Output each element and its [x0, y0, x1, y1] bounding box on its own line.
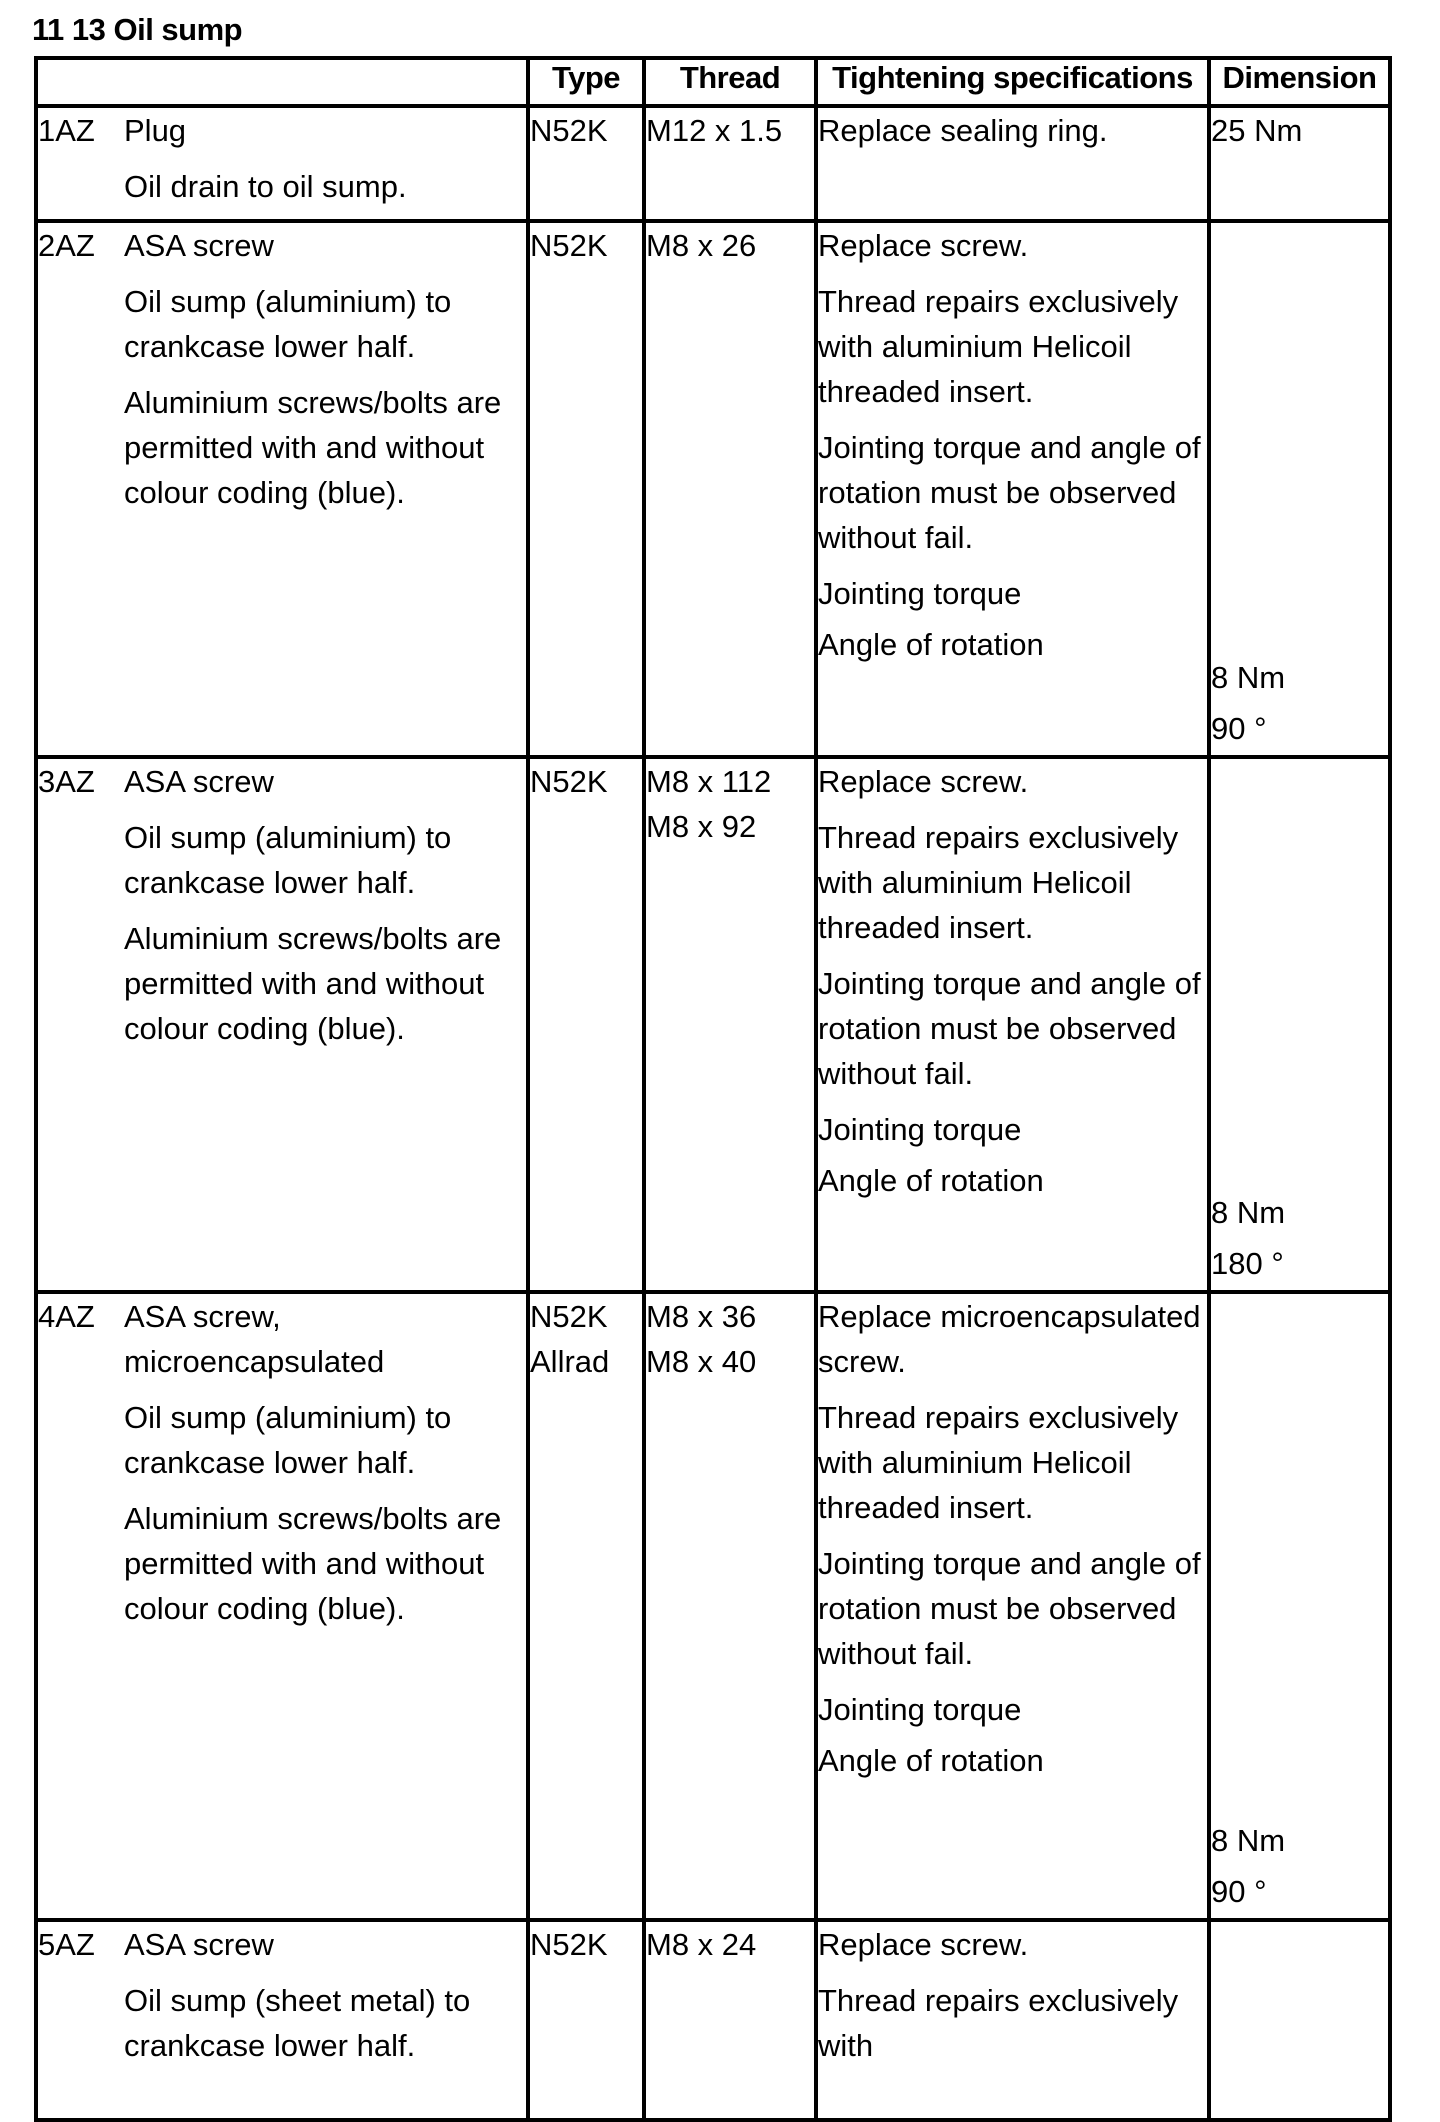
table-row: [36, 1920, 1390, 2120]
table-row: [36, 221, 1390, 757]
item-note: Aluminium screws/bolts are permitted with and without colour coding (blue).: [124, 1501, 502, 1626]
spec-instruction: Replace screw.: [818, 1927, 1029, 1962]
thread-value: M8 x 24: [646, 1927, 757, 1962]
angle-value: 90 °: [1211, 1874, 1267, 1909]
description-cell: [36, 1920, 528, 2120]
specs-cell: [816, 106, 1209, 221]
item-location: Oil sump (aluminium) to crankcase lower half.: [124, 820, 452, 900]
spec-instruction: Jointing torque and angle of rotation must be observed without fail.: [818, 430, 1201, 555]
item-note: Aluminium screws/bolts are permitted with and without colour coding (blue).: [124, 385, 502, 510]
spec-instruction: Thread repairs exclusively with aluminium Helicoil threaded insert.: [818, 1400, 1179, 1525]
item-code: 5AZ: [38, 1927, 95, 1962]
item-name: ASA screw: [124, 228, 274, 263]
torque-label: Jointing torque: [818, 1692, 1022, 1727]
thread-value: M8 x 112: [646, 764, 772, 799]
item-name: ASA screw, microencapsulated: [124, 1299, 385, 1379]
item-location: Oil drain to oil sump.: [124, 169, 407, 204]
item-location: Oil sump (aluminium) to crankcase lower half.: [124, 284, 452, 364]
table-row: [36, 106, 1390, 221]
thread-value: M12 x 1.5: [646, 113, 783, 148]
specs-cell: [816, 1292, 1209, 1920]
page-title: 11 13 Oil sump: [32, 12, 243, 47]
dimension-cell: [1209, 757, 1390, 1292]
spec-instruction: Replace screw.: [818, 764, 1029, 799]
type-cell: [528, 1292, 644, 1920]
torque-value: 8 Nm: [1211, 1823, 1286, 1858]
header-dimension: Dimension: [1209, 58, 1390, 106]
type-cell: [528, 221, 644, 757]
thread-cell: [644, 1920, 816, 2120]
description-cell: [36, 106, 528, 221]
specs-cell: [816, 1920, 1209, 2120]
header-specs: Tightening specifications: [816, 58, 1209, 106]
table-row: [36, 757, 1390, 1292]
item-note: Aluminium screws/bolts are permitted with and without colour coding (blue).: [124, 921, 502, 1046]
specs-cell: [816, 757, 1209, 1292]
header-description: [36, 58, 528, 106]
item-location: Oil sump (aluminium) to crankcase lower half.: [124, 1400, 452, 1480]
dimension-value: 25 Nm: [1211, 113, 1303, 148]
item-code: 1AZ: [38, 113, 95, 148]
type-cell: [528, 757, 644, 1292]
specs-cell: [816, 221, 1209, 757]
thread-cell: [644, 106, 816, 221]
type-value: N52K: [530, 228, 608, 263]
torque-value: 8 Nm: [1211, 660, 1286, 695]
angle-label: Angle of rotation: [818, 627, 1044, 662]
description-cell: [36, 757, 528, 1292]
type-value-alt: Allrad: [530, 1344, 610, 1379]
thread-cell: [644, 757, 816, 1292]
item-location: Oil sump (sheet metal) to crankcase lower half.: [124, 1983, 471, 2063]
spec-instruction: Thread repairs exclusively with aluminium Helicoil threaded insert.: [818, 820, 1179, 945]
spec-instruction: Thread repairs exclusively with aluminium Helicoil threaded insert.: [818, 284, 1179, 409]
spec-instruction: Replace sealing ring.: [818, 113, 1108, 148]
item-name: ASA screw: [124, 764, 274, 799]
dimension-cell: [1209, 221, 1390, 757]
type-value: N52K: [530, 113, 608, 148]
thread-value-alt: M8 x 40: [646, 1344, 757, 1379]
description-cell: [36, 1292, 528, 1920]
spec-instruction: Jointing torque and angle of rotation must be observed without fail.: [818, 966, 1201, 1091]
angle-value: 90 °: [1211, 711, 1267, 746]
spec-instruction: Replace screw.: [818, 228, 1029, 263]
angle-label: Angle of rotation: [818, 1743, 1044, 1778]
item-name: Plug: [124, 113, 187, 148]
item-name: ASA screw: [124, 1927, 274, 1962]
table-header-row: [36, 58, 1390, 106]
type-value: N52K: [530, 1927, 608, 1962]
item-code: 4AZ: [38, 1299, 95, 1334]
dimension-cell: [1209, 1920, 1390, 2120]
type-cell: [528, 1920, 644, 2120]
thread-cell: [644, 1292, 816, 1920]
thread-value-alt: M8 x 92: [646, 809, 757, 844]
dimension-cell: [1209, 106, 1390, 221]
type-value: N52K: [530, 764, 608, 799]
torque-value: 8 Nm: [1211, 1195, 1286, 1230]
description-cell: [36, 221, 528, 757]
header-type: Type: [528, 58, 644, 106]
thread-value: M8 x 36: [646, 1299, 757, 1334]
spec-instruction: Thread repairs exclusively with: [818, 1983, 1179, 2063]
tightening-spec-table: [34, 56, 1392, 2122]
spec-instruction: Jointing torque and angle of rotation must be observed without fail.: [818, 1546, 1201, 1671]
item-code: 2AZ: [38, 228, 95, 263]
torque-label: Jointing torque: [818, 1112, 1022, 1147]
thread-value: M8 x 26: [646, 228, 757, 263]
item-code: 3AZ: [38, 764, 95, 799]
spec-instruction: Replace microencapsulated screw.: [818, 1299, 1201, 1379]
torque-label: Jointing torque: [818, 576, 1022, 611]
angle-label: Angle of rotation: [818, 1163, 1044, 1198]
type-value: N52K: [530, 1299, 608, 1334]
angle-value: 180 °: [1211, 1246, 1284, 1281]
header-thread: Thread: [644, 58, 816, 106]
thread-cell: [644, 221, 816, 757]
dimension-cell: [1209, 1292, 1390, 1920]
type-cell: [528, 106, 644, 221]
table-row: [36, 1292, 1390, 1920]
